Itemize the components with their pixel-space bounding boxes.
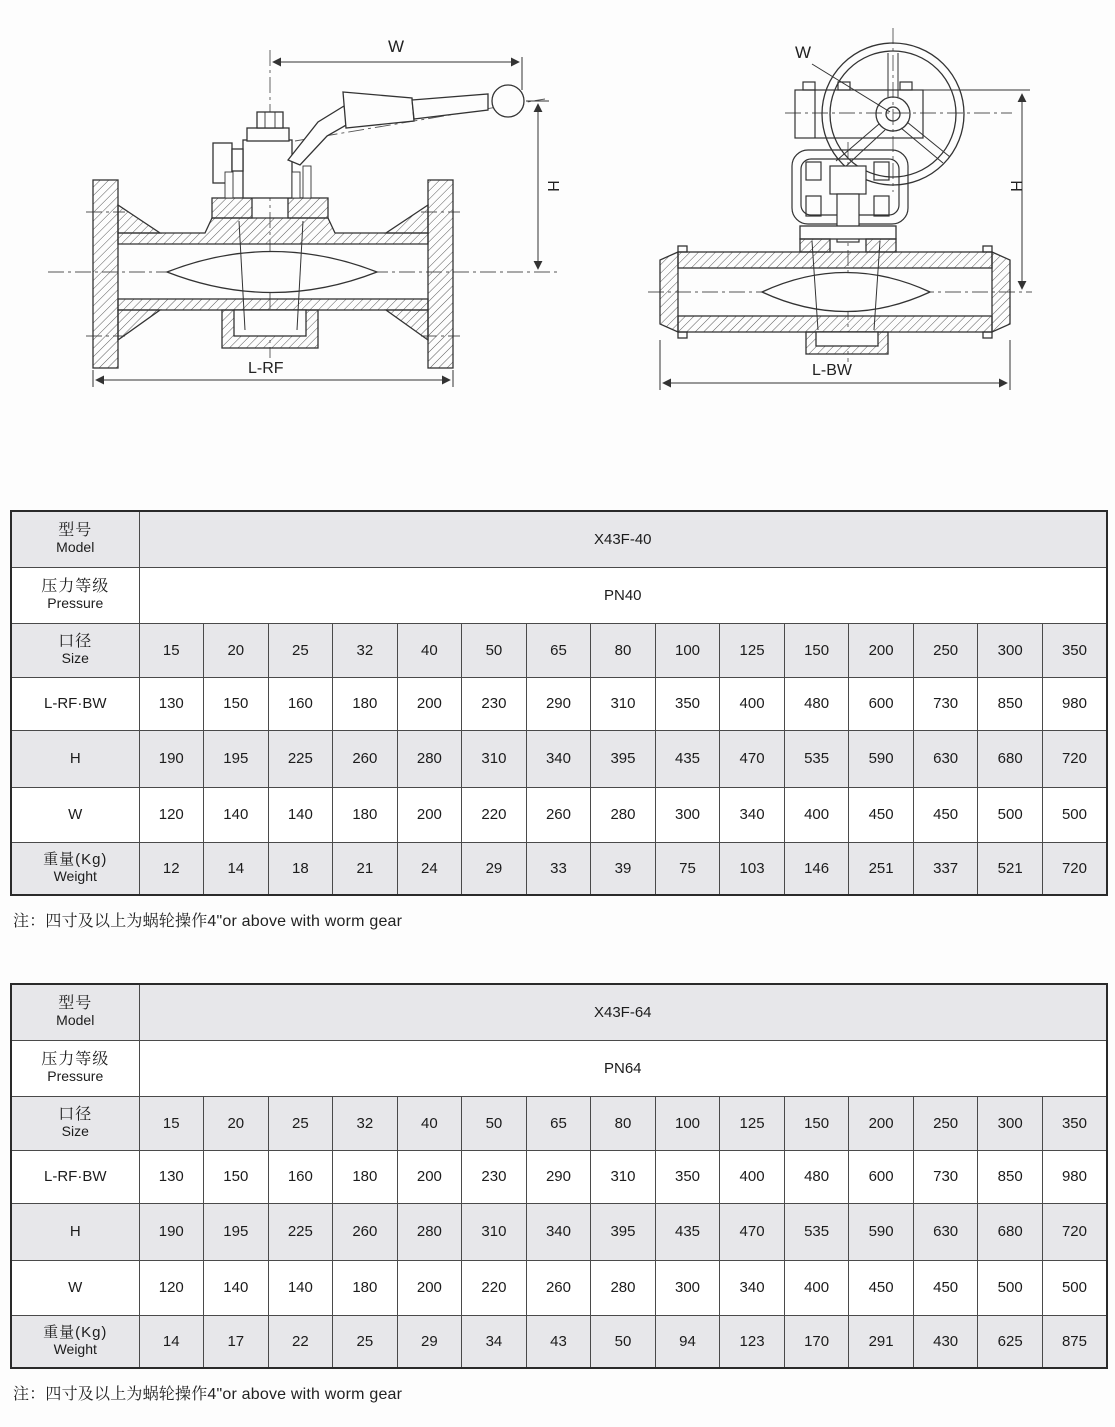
table-cell: 195: [204, 730, 269, 787]
table-cell: 29: [397, 1315, 462, 1368]
table-cell: 180: [333, 1260, 398, 1315]
table-cell: 340: [720, 1260, 785, 1315]
table-cell: 200: [397, 1150, 462, 1203]
table-cell: 225: [268, 730, 333, 787]
dim-label-lrf: L-RF: [248, 360, 284, 377]
lever-valve-drawing: [38, 8, 605, 473]
table-cell: 34: [462, 1315, 527, 1368]
table-cell: 450: [849, 787, 914, 842]
table-cell: 170: [784, 1315, 849, 1368]
table-cell: 300: [978, 1096, 1043, 1150]
table-cell: 25: [268, 623, 333, 677]
table-cell: 12: [139, 842, 204, 895]
table-cell: 395: [591, 730, 656, 787]
table-cell: 280: [397, 1203, 462, 1260]
table-cell: 250: [913, 1096, 978, 1150]
table-cell: 125: [720, 623, 785, 677]
table-cell: 130: [139, 1150, 204, 1203]
table-cell: 220: [462, 1260, 527, 1315]
table-cell: 260: [526, 787, 591, 842]
table-cell: 260: [526, 1260, 591, 1315]
weight-header: [11, 1315, 139, 1368]
spec-table-pn64: [10, 983, 1108, 1369]
table-cell: 435: [655, 1203, 720, 1260]
table-cell: 200: [849, 623, 914, 677]
table-cell: 290: [526, 677, 591, 730]
table-cell: 180: [333, 677, 398, 730]
pressure-label-zh: 压力等级: [41, 1051, 110, 1069]
table-cell: 65: [526, 1096, 591, 1150]
table-cell: 280: [591, 1260, 656, 1315]
table-cell: 980: [1042, 1150, 1107, 1203]
model-header: [11, 511, 139, 567]
dim-label-w: W: [795, 43, 812, 62]
table-cell: 120: [139, 787, 204, 842]
weight-label-zh: 重量(Kg): [43, 1324, 108, 1342]
table-cell: 590: [849, 730, 914, 787]
table-cell: 15: [139, 1096, 204, 1150]
table-cell: 80: [591, 623, 656, 677]
table-cell: 310: [591, 677, 656, 730]
pressure-row: [11, 567, 1107, 623]
length-header: L-RF·BW: [11, 677, 139, 730]
weight-label-en: Weight: [53, 1340, 97, 1357]
table-cell: 125: [720, 1096, 785, 1150]
table-cell: 29: [462, 842, 527, 895]
dim-label-lbw: L-BW: [812, 362, 852, 379]
dim-label-h: H: [544, 180, 561, 192]
table-cell: 310: [591, 1150, 656, 1203]
size-row: [11, 623, 1107, 677]
length-row: [11, 1150, 1107, 1203]
table-cell: 435: [655, 730, 720, 787]
height-row: [11, 1203, 1107, 1260]
table-cell: 600: [849, 1150, 914, 1203]
size-header: [11, 623, 139, 677]
table-cell: 400: [720, 677, 785, 730]
table-cell: 230: [462, 1150, 527, 1203]
pressure-header: [11, 567, 139, 623]
table-cell: 850: [978, 1150, 1043, 1203]
valve-body-section: [660, 226, 1010, 354]
width-row: [11, 787, 1107, 842]
table-cell: 340: [720, 787, 785, 842]
table-cell: 230: [462, 677, 527, 730]
table-cell: 94: [655, 1315, 720, 1368]
table-cell: 14: [204, 842, 269, 895]
table-cell: 100: [655, 1096, 720, 1150]
table-cell: 180: [333, 787, 398, 842]
size-label-zh: 口径: [58, 633, 93, 651]
table-cell: 100: [655, 623, 720, 677]
weight-header: [11, 842, 139, 895]
size-label-en: Size: [61, 650, 89, 667]
table-cell: 40: [397, 623, 462, 677]
table-cell: 680: [978, 730, 1043, 787]
table-cell: 43: [526, 1315, 591, 1368]
table-cell: 300: [655, 1260, 720, 1315]
table-cell: 75: [655, 842, 720, 895]
table-cell: 140: [204, 787, 269, 842]
spec-table-pn40: [10, 510, 1108, 896]
table-cell: 200: [397, 1260, 462, 1315]
table-cell: 140: [204, 1260, 269, 1315]
table-cell: 160: [268, 677, 333, 730]
model-label-en: Model: [56, 539, 95, 556]
table-cell: 730: [913, 1150, 978, 1203]
table-cell: 14: [139, 1315, 204, 1368]
table-cell: 395: [591, 1203, 656, 1260]
table-cell: 350: [655, 677, 720, 730]
pressure-row: [11, 1040, 1107, 1096]
table-cell: 32: [333, 623, 398, 677]
model-row: [11, 511, 1107, 567]
pressure-label-zh: 压力等级: [41, 578, 110, 596]
width-header: W: [11, 787, 139, 842]
table-cell: 500: [1042, 1260, 1107, 1315]
table-cell: 160: [268, 1150, 333, 1203]
table-cell: 340: [526, 730, 591, 787]
table-cell: 500: [1042, 787, 1107, 842]
size-header: [11, 1096, 139, 1150]
pressure-label-en: Pressure: [47, 595, 104, 612]
table-cell: 280: [397, 730, 462, 787]
table-cell: 450: [849, 1260, 914, 1315]
table-cell: 470: [720, 1203, 785, 1260]
table-cell: 350: [1042, 623, 1107, 677]
table-cell: 39: [591, 842, 656, 895]
table-cell: 120: [139, 1260, 204, 1315]
table-cell: 130: [139, 677, 204, 730]
table-cell: 200: [849, 1096, 914, 1150]
model-label-zh: 型号: [58, 995, 93, 1013]
table-cell: 625: [978, 1315, 1043, 1368]
model-label-en: Model: [56, 1012, 95, 1029]
note-worm-gear-2: 注：四寸及以上为蜗轮操作4"or above with worm gear: [13, 1386, 403, 1403]
table-cell: 260: [333, 1203, 398, 1260]
table-cell: 400: [720, 1150, 785, 1203]
table-cell: 180: [333, 1150, 398, 1203]
pressure-value: PN40: [139, 567, 1107, 623]
table-cell: 600: [849, 677, 914, 730]
table-cell: 590: [849, 1203, 914, 1260]
table-cell: 140: [268, 787, 333, 842]
table-cell: 140: [268, 1260, 333, 1315]
table-cell: 260: [333, 730, 398, 787]
model-row: [11, 984, 1107, 1040]
height-row: [11, 730, 1107, 787]
weight-row: [11, 842, 1107, 895]
table-cell: 18: [268, 842, 333, 895]
table-cell: 195: [204, 1203, 269, 1260]
table-cell: 65: [526, 623, 591, 677]
weight-label-zh: 重量(Kg): [43, 851, 108, 869]
worm-gearbox: [795, 82, 923, 138]
table-cell: 150: [204, 1150, 269, 1203]
height-header: H: [11, 730, 139, 787]
model-value: X43F-40: [139, 511, 1107, 567]
table-cell: 24: [397, 842, 462, 895]
table-cell: 680: [978, 1203, 1043, 1260]
table-cell: 730: [913, 677, 978, 730]
worm-gear-valve-drawing: [640, 8, 1102, 473]
table-cell: 80: [591, 1096, 656, 1150]
pressure-header: [11, 1040, 139, 1096]
weight-row: [11, 1315, 1107, 1368]
table-cell: 535: [784, 1203, 849, 1260]
width-header: W: [11, 1260, 139, 1315]
size-row: [11, 1096, 1107, 1150]
table-cell: 535: [784, 730, 849, 787]
table-cell: 33: [526, 842, 591, 895]
note-worm-gear-1: 注：四寸及以上为蜗轮操作4"or above with worm gear: [13, 913, 403, 930]
table-cell: 17: [204, 1315, 269, 1368]
table-cell: 25: [333, 1315, 398, 1368]
table-cell: 291: [849, 1315, 914, 1368]
table-cell: 200: [397, 787, 462, 842]
table-cell: 340: [526, 1203, 591, 1260]
table-cell: 300: [978, 623, 1043, 677]
table-cell: 50: [591, 1315, 656, 1368]
table-cell: 103: [720, 842, 785, 895]
length-header: L-RF·BW: [11, 1150, 139, 1203]
table-cell: 21: [333, 842, 398, 895]
table-cell: 400: [784, 787, 849, 842]
table-cell: 40: [397, 1096, 462, 1150]
table-cell: 280: [591, 787, 656, 842]
table-cell: 250: [913, 623, 978, 677]
table-cell: 150: [784, 1096, 849, 1150]
table-cell: 290: [526, 1150, 591, 1203]
table-cell: 123: [720, 1315, 785, 1368]
model-label-zh: 型号: [58, 522, 93, 540]
table-cell: 450: [913, 1260, 978, 1315]
table-cell: 720: [1042, 1203, 1107, 1260]
table-cell: 470: [720, 730, 785, 787]
table-cell: 150: [784, 623, 849, 677]
table-cell: 190: [139, 730, 204, 787]
table-cell: 22: [268, 1315, 333, 1368]
model-value: X43F-64: [139, 984, 1107, 1040]
height-header: H: [11, 1203, 139, 1260]
table-cell: 32: [333, 1096, 398, 1150]
weight-label-en: Weight: [53, 867, 97, 884]
table-cell: 630: [913, 730, 978, 787]
table-cell: 50: [462, 1096, 527, 1150]
model-header: [11, 984, 139, 1040]
table-cell: 350: [655, 1150, 720, 1203]
dim-label-w: W: [388, 37, 405, 56]
width-row: [11, 1260, 1107, 1315]
table-cell: 480: [784, 1150, 849, 1203]
table-cell: 310: [462, 1203, 527, 1260]
table-cell: 430: [913, 1315, 978, 1368]
table-cell: 300: [655, 787, 720, 842]
table-cell: 337: [913, 842, 978, 895]
dim-label-h: H: [1007, 180, 1024, 192]
table-cell: 720: [1042, 842, 1107, 895]
pressure-value: PN64: [139, 1040, 1107, 1096]
table-cell: 720: [1042, 730, 1107, 787]
table-cell: 146: [784, 842, 849, 895]
table-cell: 150: [204, 677, 269, 730]
table-cell: 190: [139, 1203, 204, 1260]
table-cell: 20: [204, 623, 269, 677]
table-cell: 521: [978, 842, 1043, 895]
length-row: [11, 677, 1107, 730]
table-cell: 500: [978, 787, 1043, 842]
table-cell: 15: [139, 623, 204, 677]
table-cell: 50: [462, 623, 527, 677]
handle-ball: [492, 85, 524, 117]
table-cell: 500: [978, 1260, 1043, 1315]
table-cell: 350: [1042, 1096, 1107, 1150]
size-label-en: Size: [61, 1123, 89, 1140]
table-cell: 980: [1042, 677, 1107, 730]
table-cell: 480: [784, 677, 849, 730]
table-cell: 850: [978, 677, 1043, 730]
lever-handle: [288, 85, 524, 165]
size-label-zh: 口径: [58, 1106, 93, 1124]
table-cell: 875: [1042, 1315, 1107, 1368]
table-cell: 220: [462, 787, 527, 842]
valve-body-section: [93, 112, 453, 368]
table-cell: 630: [913, 1203, 978, 1260]
table-cell: 400: [784, 1260, 849, 1315]
table-cell: 25: [268, 1096, 333, 1150]
table-cell: 20: [204, 1096, 269, 1150]
table-cell: 251: [849, 842, 914, 895]
table-cell: 200: [397, 677, 462, 730]
table-cell: 450: [913, 787, 978, 842]
table-cell: 310: [462, 730, 527, 787]
table-cell: 225: [268, 1203, 333, 1260]
pressure-label-en: Pressure: [47, 1068, 104, 1085]
